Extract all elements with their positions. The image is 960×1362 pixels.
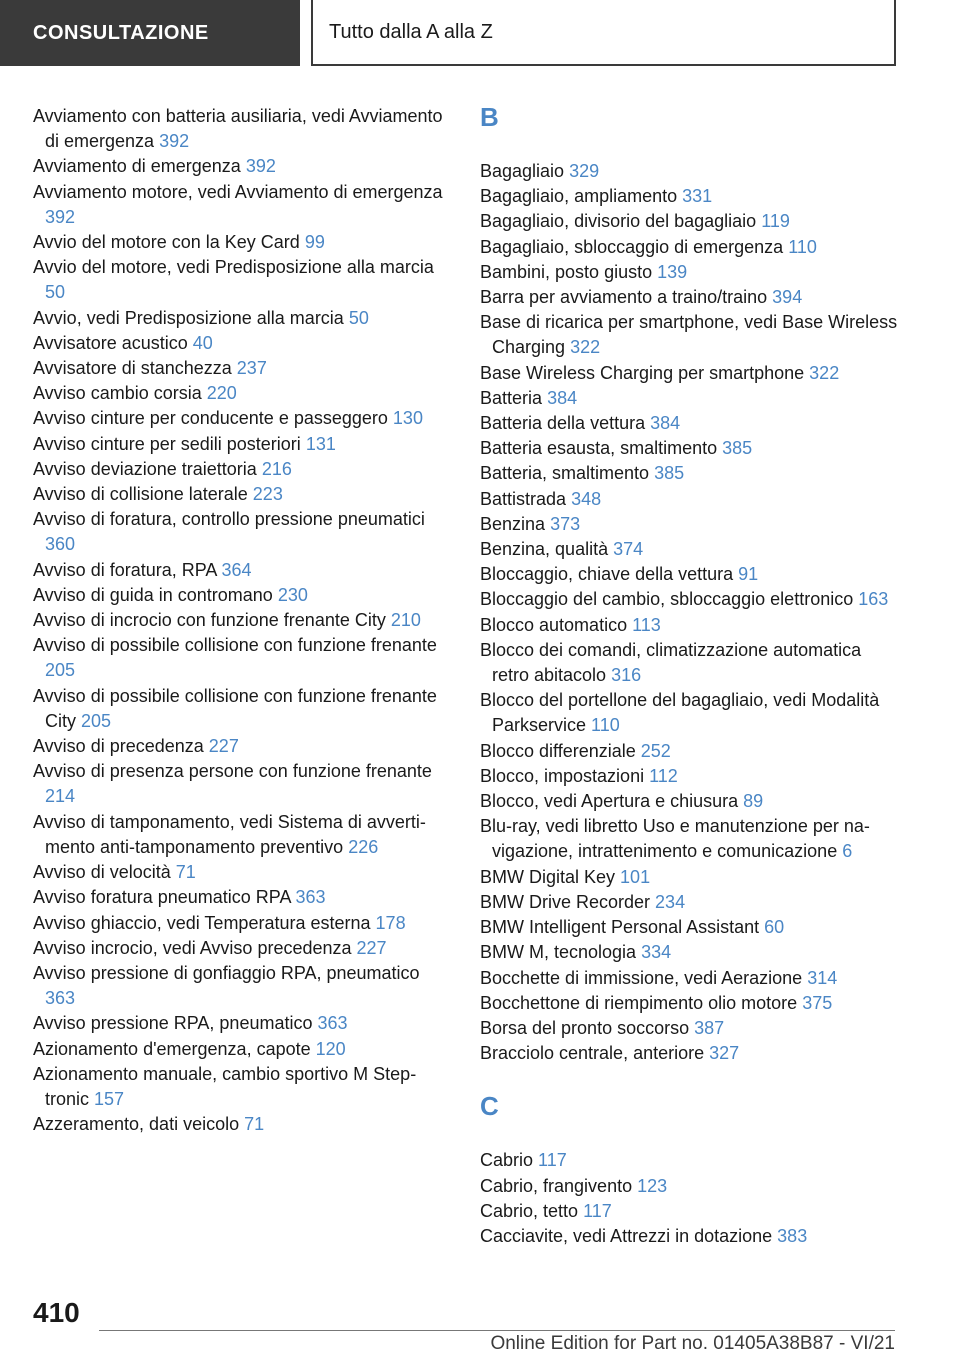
index-entry [480, 890, 900, 915]
index-entry-text: Borsa del pronto soccorso [480, 1017, 690, 1038]
index-entry [480, 991, 900, 1016]
index-page-link[interactable]: 227 [208, 736, 239, 757]
index-entry-text: Bagagliaio, sbloccaggio di emergenza [480, 236, 784, 257]
index-entry-text: Avviso incrocio, vedi Avviso precedenza [33, 937, 352, 958]
index-page-link[interactable]: 331 [682, 186, 713, 207]
index-page-link[interactable]: 50 [348, 307, 369, 328]
index-entry [480, 159, 900, 184]
index-page-link[interactable]: 113 [632, 614, 661, 635]
index-page-link[interactable]: 101 [620, 866, 651, 887]
index-page-link[interactable]: 363 [317, 1013, 348, 1034]
index-entry-text: Cabrio, frangivento [480, 1175, 633, 1196]
index-entry [33, 608, 453, 633]
index-entry [480, 1174, 900, 1199]
index-entry [480, 209, 900, 234]
index-entry [480, 411, 900, 436]
index-entry [33, 860, 453, 885]
index-entry [480, 1199, 900, 1224]
index-entry-text: Avviso cinture per conducente e passeggero [33, 408, 388, 429]
index-entry-text: Blocco, impostazioni [480, 765, 645, 786]
index-entry-text: Avviso di foratura, controllo pressione pneumatici [33, 509, 425, 530]
index-page-link[interactable]: 234 [655, 891, 686, 912]
index-page-link[interactable]: 373 [550, 513, 581, 534]
index-page-link[interactable]: 157 [94, 1088, 125, 1109]
index-entry-text: Batteria [480, 387, 543, 408]
index-entry-text: Avviso di possibile collisione con funzione frenante [33, 635, 437, 656]
index-entry [480, 1224, 900, 1249]
index-page-link[interactable]: 385 [722, 438, 753, 459]
index-entry-text: Bagagliaio, divisorio del bagagliaio [480, 211, 757, 232]
index-entry [480, 537, 900, 562]
index-page-link[interactable]: 130 [392, 408, 423, 429]
index-page-link[interactable]: 40 [192, 332, 213, 353]
index-entry [480, 613, 900, 638]
index-page-link[interactable]: 363 [45, 988, 76, 1009]
index-page-link[interactable]: 322 [570, 337, 601, 358]
index-entry-text: Blocco differenziale [480, 740, 636, 761]
index-entry-text: Avviso ghiaccio, vedi Temperatura esterna [33, 912, 371, 933]
index-entry-text: Avviso di precedenza [33, 736, 204, 757]
index-entry-text: Cacciavite, vedi Attrezzi in dotazione [480, 1225, 773, 1246]
index-page-link[interactable]: 71 [244, 1114, 265, 1135]
index-page-link[interactable]: 123 [637, 1175, 668, 1196]
index-page-link[interactable]: 364 [221, 559, 252, 580]
index-entry-text: Avviso cinture per sedili posteriori [33, 433, 301, 454]
index-page-link[interactable]: 99 [304, 232, 325, 253]
index-entry-text: Avvio, vedi Predisposizione alla marcia [33, 307, 344, 328]
index-entry [480, 1148, 900, 1173]
index-entry [480, 739, 900, 764]
index-entry-text: Blocco, vedi Apertura e chiusura [480, 791, 739, 812]
index-entry-text: Avviamento motore, vedi Avviamento di emergenza [33, 181, 443, 202]
index-entry-text: BMW Drive Recorder [480, 891, 651, 912]
index-entry-text: Avviso di incrocio con funzione frenante City [33, 610, 386, 631]
index-entry-text: Avvisatore di stanchezza [33, 358, 232, 379]
section-tab [0, 0, 300, 66]
index-entry [33, 356, 453, 381]
index-entry-text: Avviso cambio corsia [33, 383, 202, 404]
index-page-link[interactable]: 210 [390, 610, 421, 631]
index-entry-text: Avvio del motore, vedi Predisposizione alla marcia [33, 257, 434, 278]
index-entry [33, 1112, 453, 1137]
footer-divider [99, 1330, 895, 1331]
index-entry [33, 457, 453, 482]
index-entry [480, 436, 900, 461]
index-column-right [480, 102, 900, 1249]
index-page-link[interactable]: 131 [305, 433, 336, 454]
index-list-c [480, 1148, 900, 1249]
index-page-link[interactable]: 89 [743, 791, 764, 812]
index-page-link[interactable]: 348 [571, 488, 602, 509]
index-entry [480, 562, 900, 587]
index-entry [33, 810, 453, 860]
index-page-link[interactable]: 392 [159, 131, 190, 152]
index-page-link[interactable]: 392 [245, 156, 276, 177]
index-page-link[interactable]: 139 [657, 261, 688, 282]
index-entry [33, 885, 453, 910]
index-entry [480, 260, 900, 285]
chapter-title: Tutto dalla A alla Z [329, 20, 493, 43]
index-page-link[interactable]: 227 [356, 937, 387, 958]
index-page-link[interactable]: 226 [348, 836, 379, 857]
index-page-link[interactable]: 237 [236, 358, 267, 379]
index-entry-text: Avvisatore acustico [33, 332, 188, 353]
index-entry [33, 936, 453, 961]
index-page-link[interactable]: 363 [295, 887, 326, 908]
index-page-link[interactable]: 394 [772, 287, 803, 308]
index-entry [480, 386, 900, 411]
index-entry [33, 1062, 453, 1112]
index-entry [480, 184, 900, 209]
index-entry [480, 940, 900, 965]
index-page-link[interactable]: 178 [375, 912, 406, 933]
index-page-link[interactable]: 119 [761, 211, 790, 232]
index-entry [480, 865, 900, 890]
index-entry-text: Base di ricarica per smartphone, vedi Base Wireless Charging [480, 312, 898, 358]
section-title: CONSULTAZIONE [33, 21, 209, 44]
index-page-link[interactable]: 252 [640, 740, 671, 761]
index-entry [480, 235, 900, 260]
footer-edition: Online Edition for Part no. 01405A38B87 - VI/21 [490, 1333, 895, 1354]
index-entry-text: BMW Intelligent Personal Assistant [480, 917, 760, 938]
index-entry-text: Avviso foratura pneumatico RPA [33, 887, 291, 908]
index-entry-text: BMW Digital Key [480, 866, 616, 887]
index-entry-text: Blu-ray, vedi libretto Uso e manutenzione per navigazione, intrattenimento e comunicazione [480, 816, 870, 862]
index-entry-text: BMW M, tecnologia [480, 942, 637, 963]
index-page-link[interactable]: 375 [802, 992, 833, 1013]
index-entry-text: Avviso di presenza persone con funzione frenante [33, 761, 432, 782]
index-page-link[interactable]: 6 [842, 841, 853, 862]
index-entry [480, 512, 900, 537]
index-page-link[interactable]: 50 [45, 282, 66, 303]
index-page-link[interactable]: 383 [777, 1225, 808, 1246]
index-page-link[interactable]: 60 [764, 917, 785, 938]
index-entry [33, 230, 453, 255]
index-entry-text: Bloccaggio, chiave della vettura [480, 564, 734, 585]
index-entry [33, 684, 453, 734]
index-page-link[interactable]: 316 [611, 665, 642, 686]
index-page-link[interactable]: 117 [538, 1150, 567, 1171]
index-entry-text: Bagagliaio [480, 161, 565, 181]
index-page-link[interactable]: 110 [591, 715, 620, 736]
index-entry-text: Benzina [480, 513, 546, 534]
index-entry-text: Avviso pressione di gonfiaggio RPA, pneumatico [33, 962, 420, 983]
index-page-link[interactable]: 384 [650, 413, 681, 434]
index-entry-text: Avviso di guida in contromano [33, 584, 273, 605]
index-entry [480, 285, 900, 310]
index-entry-text: Base Wireless Charging per smartphone [480, 362, 805, 383]
index-list-b [480, 159, 900, 1066]
index-entry-text: Avviso di velocità [33, 862, 171, 883]
index-entry [33, 507, 453, 557]
index-page-link[interactable]: 71 [175, 862, 196, 883]
index-entry-text: Battistrada [480, 488, 567, 509]
index-page-link[interactable]: 322 [809, 362, 840, 383]
index-entry [33, 1037, 453, 1062]
index-entry-text: Bloccaggio del cambio, sbloccaggio elettronico [480, 589, 854, 610]
index-page-link[interactable]: 384 [547, 387, 578, 408]
index-page-link[interactable]: 387 [694, 1017, 725, 1038]
index-entry [33, 1011, 453, 1036]
index-page-link[interactable]: 91 [738, 564, 759, 585]
index-entry-text: Avvio del motore con la Key Card [33, 232, 300, 253]
index-entry-text: Avviso di tamponamento, vedi Sistema di avvertimento anti-tamponamento preventivo [33, 811, 426, 857]
index-entry-text: Bagagliaio, ampliamento [480, 186, 678, 207]
index-page-link[interactable]: 374 [613, 539, 644, 560]
index-page-link[interactable]: 112 [649, 765, 678, 786]
index-entry [33, 482, 453, 507]
index-entry-text: Azionamento manuale, cambio sportivo M Steptronic [33, 1063, 417, 1109]
index-entry-text: Blocco del portellone del bagagliaio, vedi Modalità Parkservice [480, 690, 880, 736]
index-page-link[interactable]: 117 [583, 1200, 612, 1221]
index-entry [480, 915, 900, 940]
index-entry [33, 154, 453, 179]
index-entry [33, 406, 453, 431]
index-page-link[interactable]: 205 [45, 660, 76, 681]
index-entry-text: Avviso di collisione laterale [33, 484, 248, 505]
index-entry [480, 1041, 900, 1066]
index-column-left [33, 104, 453, 1137]
index-entry-text: Avviso pressione RPA, pneumatico [33, 1013, 313, 1034]
index-entry [33, 961, 453, 1011]
index-entry [33, 432, 453, 457]
index-entry-text: Batteria della vettura [480, 413, 646, 434]
index-page-link[interactable]: 205 [81, 710, 112, 731]
index-entry-text: Avviso di foratura, RPA [33, 559, 217, 580]
index-entry-text: Barra per avviamento a traino/traino [480, 287, 768, 308]
index-page-link[interactable]: 360 [45, 534, 76, 555]
index-entry [33, 759, 453, 809]
index-entry [480, 487, 900, 512]
index-page-link[interactable]: 327 [709, 1043, 740, 1064]
index-page-link[interactable]: 223 [252, 484, 283, 505]
index-entry [480, 461, 900, 486]
index-entry [33, 633, 453, 683]
index-entry [480, 688, 900, 738]
index-entry [33, 255, 453, 305]
index-entry [33, 734, 453, 759]
index-entry [480, 587, 900, 612]
index-entry [480, 361, 900, 386]
index-entry [33, 583, 453, 608]
index-letter-c: C [480, 1091, 499, 1122]
index-entry-text: Azzeramento, dati veicolo [33, 1114, 240, 1135]
index-entry [33, 306, 453, 331]
index-entry [480, 638, 900, 688]
index-entry [33, 180, 453, 230]
index-entry-text: Batteria esausta, smaltimento [480, 438, 718, 459]
index-entry [33, 911, 453, 936]
index-page-link[interactable]: 214 [45, 786, 76, 807]
index-page-link[interactable]: 329 [569, 161, 600, 181]
index-entry [480, 789, 900, 814]
chapter-header [311, 0, 896, 66]
index-entry-text: Avviamento di emergenza [33, 156, 241, 177]
index-page-link[interactable]: 314 [807, 967, 838, 988]
index-letter-b: B [480, 102, 499, 132]
index-page-link[interactable]: 385 [654, 463, 685, 484]
index-entry-text: Avviso deviazione traiettoria [33, 458, 257, 479]
index-entry-text: Blocco dei comandi, climatizzazione automatica retro abitacolo [480, 639, 862, 686]
index-page-link[interactable]: 163 [858, 589, 889, 610]
index-page-link[interactable]: 216 [261, 458, 292, 479]
index-entry-text: Azionamento d'emergenza, capote [33, 1038, 311, 1059]
index-entry-text: Blocco automatico [480, 614, 628, 635]
index-page-link[interactable]: 230 [277, 584, 308, 605]
index-entry-text: Cabrio, tetto [480, 1200, 579, 1221]
index-entry [33, 381, 453, 406]
index-entry-text: Cabrio [480, 1150, 534, 1171]
index-entry-text: Avviso di possibile collisione con funzione frenante City [33, 685, 437, 731]
index-entry-text: Bambini, posto giusto [480, 261, 653, 282]
index-entry-text: Bocchettone di riempimento olio motore [480, 992, 798, 1013]
index-entry [480, 310, 900, 360]
index-page-link[interactable]: 334 [641, 942, 672, 963]
index-entry [33, 558, 453, 583]
index-page-link[interactable]: 120 [315, 1038, 346, 1059]
index-entry [33, 104, 453, 154]
index-entry [480, 814, 900, 864]
index-entry [480, 1016, 900, 1041]
page-number: 410 [33, 1297, 80, 1328]
index-entry [480, 764, 900, 789]
index-page-link[interactable]: 392 [45, 206, 76, 227]
index-entry [33, 331, 453, 356]
index-entry [480, 966, 900, 991]
index-page-link[interactable]: 110 [788, 236, 817, 257]
index-entry-text: Batteria, smaltimento [480, 463, 650, 484]
index-entry-text: Avviamento con batteria ausiliaria, vedi Avviamento di emergenza [33, 106, 443, 152]
index-page-link[interactable]: 220 [206, 383, 237, 404]
index-entry-text: Bracciolo centrale, anteriore [480, 1043, 705, 1064]
index-entry-text: Benzina, qualità [480, 539, 609, 560]
index-entry-text: Bocchette di immissione, vedi Aerazione [480, 967, 803, 988]
